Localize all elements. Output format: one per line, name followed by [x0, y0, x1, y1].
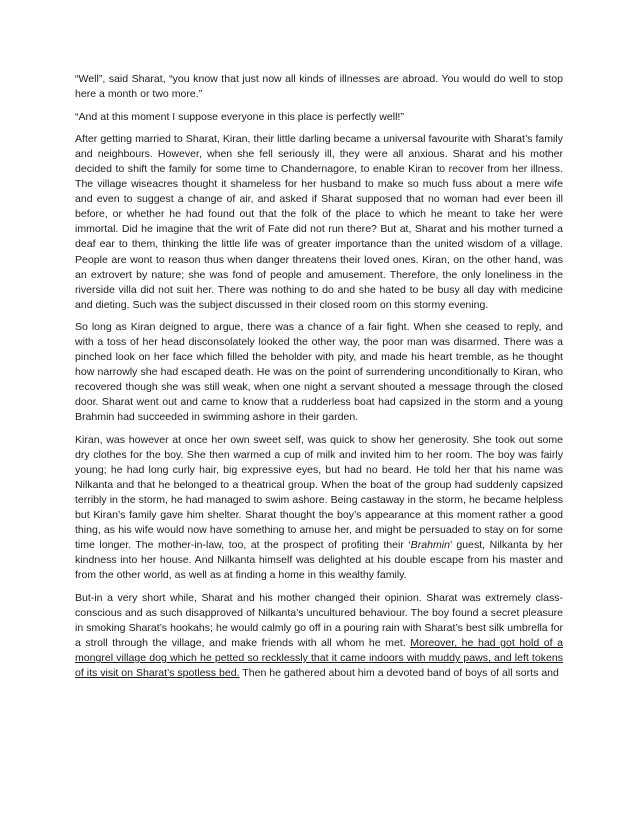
paragraph: “And at this moment I suppose everyone in this place is perfectly well!” [75, 110, 404, 123]
paragraph: So long as Kiran deigned to argue, there was a chance of a fair fight. When she ceased to reply, and with a toss of her head disconsolately looked the other way, the poor man was disarmed. There was a pinched look on her face which filled the beholder with pity, and made his heart tremble, as he thought how narrowly she had escaped death. He was on the point of surrendering unconditionally to Kiran, who recovered though she was still weak, when one night a servant shouted a message through the closed door. Sharat went out and came to know that a rudderless boat had capsized in the storm and a young Brahmin had succeeded in swimming ashore in their garden. [75, 321, 563, 424]
paragraph [75, 433, 563, 583]
paragraph: “Well”, said Sharat, “you know that just now all kinds of illnesses are abroad. You would do well to stop here a month or two more.” [75, 73, 563, 101]
paragraph-text: But-in a very short while, Sharat and his mother changed their opinion. Sharat was extremely class-conscious and as such disapproved of Nilkanta’s uncultured behaviour. The boy found a secret pleasure in smoking Sharat’s hookahs; he would calmly go off in a pouring rain with Sharat’s best silk umbrella for a stroll through the village, and make friends with all whom he met. [75, 592, 563, 650]
paragraph-text: Kiran, was however at once her own sweet self, was quick to show her generosity. She took out some dry clothes for the boy. She then warmed a cup of milk and invited him to her room. The boy was fairly young; he had long curly hair, big expressive eyes, but had no beard. He told her that his name was Nilkanta and that he belonged to a theatrical group. When the boat of the group had suddenly capsized terribly in the storm, he had managed to swim ashore. Being castaway in the storm, he became helpless but Kiran’s family gave him shelter. Sharat thought the boy’s appearance at this moment rather a good thing, as his wife would now have something to amuse her, and might be persuaded to stay on for some time longer. The mother-in-law, too, at the prospect of profiting their ‘ [75, 434, 563, 552]
paragraph: After getting married to Sharat, Kiran, their little darling became a universal favourite with Sharat’s family and neighbours. However, when she fell seriously ill, they were all anxious. Sharat and his mother decided to shift the family for some time to Chandernagore, to enable Kiran to recover from her illness. The village wiseacres thought it shameless for her husband to make so much fuss about a mere wife and even to suggest a change of air, and asked if Sharat supposed that no woman had ever been ill before, or whether he had found out that the folk of the place to which he meant to take her were immortal. Did he imagine that the writ of Fate did not run there? But at, Sharat and his mother turned a deaf ear to them, thinking the little life was of greater importance than the united wisdom of a village. People are wont to reason thus when danger threatens their loved ones. Kiran, on the other hand, was an extrovert by nature; she was fond of people and amusement. Therefore, the only loneliness in the riverside villa did not suit her. There was nothing to do and she hated to be busy all day with medicine and dieting. Such was the subject discussed in their closed room on this stormy evening. [75, 133, 563, 311]
paragraph-text: ’ guest, Nilkanta by her kindness into her house. And Nilkanta himself was delighted at his double escape from his master and from the other world, as well as at finding a home in this wealthy family. [75, 539, 564, 582]
paragraph-text: Then he gathered about him a devoted band of boys of all sorts and [239, 667, 559, 680]
underlined-passage: Moreover, he had got hold of a mongrel village dog which he petted so recklessly that it came indoors with muddy paws, and left tokens of its visit on Sharat’s spotless bed. [75, 637, 563, 680]
paragraph [75, 591, 563, 681]
document-page [75, 72, 563, 689]
italic-term: Brahmin [410, 539, 450, 552]
